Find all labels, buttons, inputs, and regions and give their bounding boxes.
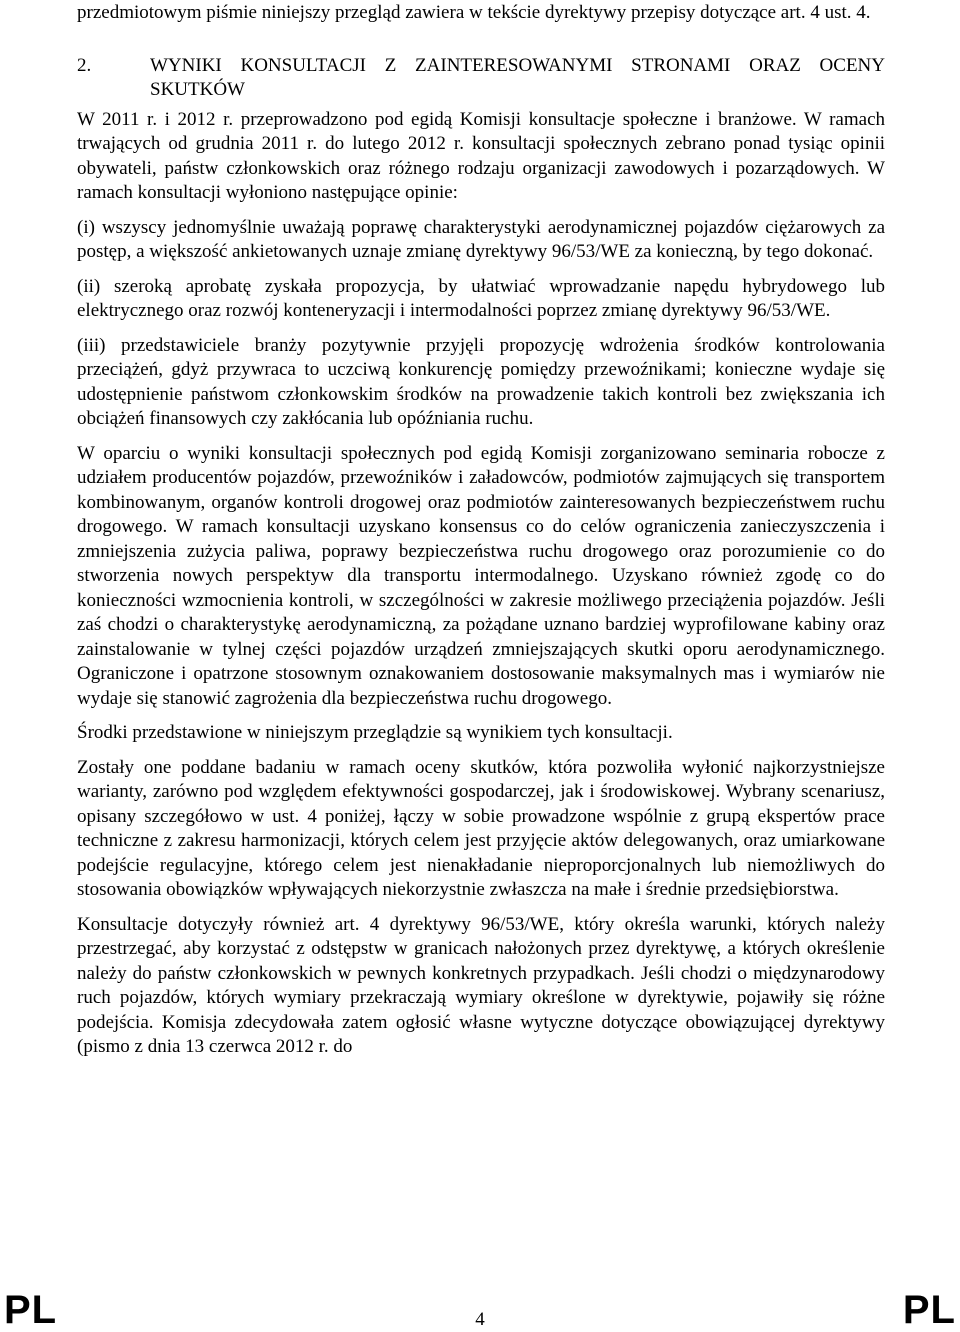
- paragraph-measures: Środki przedstawione w niniejszym przeglądzie są wynikiem tych konsultacji.: [77, 722, 673, 743]
- section-heading: [77, 54, 885, 103]
- document-page: [77, 0, 885, 1060]
- paragraph-seminars: W oparciu o wyniki konsultacji społecznych pod egidą Komisji zorganizowano seminaria robocze z udziałem producentów pojazdów, przewoźników i załadowców, podmiotów zajmujących się transportem kombinowanym, organów kontroli drogowej oraz podmiotów zainteresowanych bezpieczeństwem ruchu drogowego. W ramach konsultacji uzyskano konsensus co do celów ograniczenia zanieczyszczenia i zmniejszenia zużycia paliwa, poprawy bezpieczeństwa ruchu drogowego oraz porozumienie co do stworzenia nowych perspektyw dla transportu intermodalnego. Uzyskano również zgodę co do konieczności wzmocnienia kontroli, w szczególności w zakresie możliwego przeciążenia pojazdów. Jeśli zaś chodzi o charakterystykę aerodynamiczną, za pożądane uznano bardziej wyprofilowane kabiny oraz zainstalowanie w tylnej części pojazdów urządzeń zmniejszających skutki oporu aerodynamicznego. Ograniczone i opatrzone stosownym oznakowaniem dostosowanie maksymalnych mas i wymiarów nie wydaje się stanowić zagrożenia dla bezpieczeństwa ruchu drogowego.: [77, 442, 885, 709]
- paragraph-article-4: Konsultacje dotyczyły również art. 4 dyrektywy 96/53/WE, który określa warunki, których należy przestrzegać, aby korzystać z odstępstw w granicach nałożonych przez dyrektywę, a których określenie należy do państw członkowskich w pewnych konkretnych przypadkach. Jeśli chodzi o międzynarodowy ruch pojazdów, których wymiary przekraczają wymiary określone w dyrektywie, pojawiły się różne podejścia. Komisja zdecydowała zatem ogłosić własne wytyczne dotyczące obowiązującej dyrektywy (pismo z dnia 13 czerwca 2012 r. do: [77, 913, 885, 1057]
- section-title: WYNIKI KONSULTACJI Z ZAINTERESOWANYMI STRONAMI ORAZ OCENY SKUTKÓW: [150, 54, 885, 100]
- paragraph-impact-assessment: Zostały one poddane badaniu w ramach oceny skutków, która pozwoliła wyłonić najkorzystniejsze warianty, zarówno pod względem efektywności gospodarczej, jak i środowiskowej. Wybrany scenariusz, opisany szczegółowo w ust. 4 poniżej, łączy w sobie prowadzone wspólnie z grupą ekspertów prace techniczne z zakresu harmonizacji, których celem jest przyjęcie aktów delegowanych, oraz umiarkowane podejście regulacyjne, którego celem jest nienakładanie nieproporcjonalnych lub niemożliwych do stosowania obowiązków wpływających niekorzystnie zwłaszcza na małe i średnie przedsiębiorstwa.: [77, 756, 885, 900]
- paragraph-opinion-ii: (ii) szeroką aprobatę zyskała propozycja, by ułatwiać wprowadzanie napędu hybrydowego lub elektrycznego oraz rozwój konteneryzacji i intermodalności poprzez zmianę dyrektywy 96/53/WE.: [77, 275, 885, 321]
- paragraph-opinion-i: (i) wszyscy jednomyślnie uważają poprawę charakterystyki aerodynamicznej pojazdów ciężarowych za postęp, a większość ankietowanych uznaje zmianę dyrektywy 96/53/WE za konieczną, by tego dokonać.: [77, 216, 885, 262]
- footer-language-left: PL: [4, 1288, 58, 1332]
- paragraph-consultations: W 2011 r. i 2012 r. przeprowadzono pod egidą Komisji konsultacje społeczne i branżowe. W ramach trwających od grudnia 2011 r. do lutego 2012 r. konsultacji społecznych zebrano ponad tysiąc opinii obywateli, państw członkowskich oraz różnego rodzaju organizacji zawodowych i pozarządowych. W ramach konsultacji wyłoniono następujące opinie:: [77, 108, 885, 203]
- footer-language-right: PL: [902, 1288, 956, 1332]
- intro-paragraph: przedmiotowym piśmie niniejszy przegląd zawiera w tekście dyrektywy przepisy dotyczące art. 4 ust. 4.: [77, 2, 871, 23]
- page-number: 4: [475, 1309, 485, 1330]
- section-number: 2.: [77, 54, 92, 76]
- paragraph-opinion-iii: (iii) przedstawiciele branży pozytywnie przyjęli propozycję wdrożenia środków kontrolowania przeciążeń, gdyż przywraca to uczciwą konkurencję pomiędzy przewoźnikami; konieczne wydaje się udostępnienie państwom członkowskim środków na prowadzenie takich kontroli bez zwiększania ich obciążeń finansowych czy zakłócania lub opóźniania ruchu.: [77, 334, 885, 429]
